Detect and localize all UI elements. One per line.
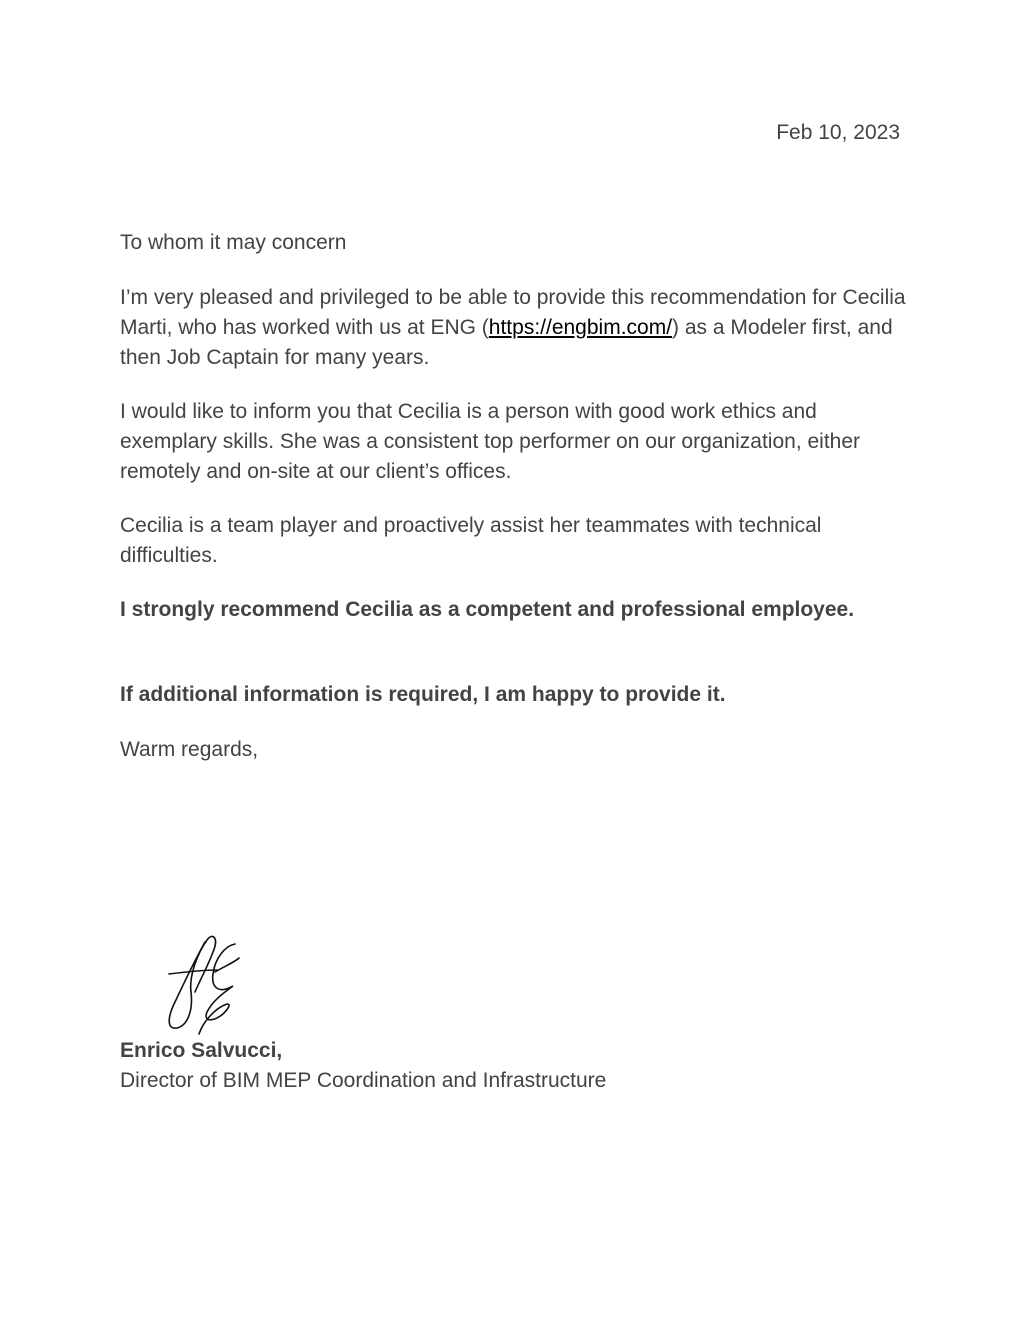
paragraph-intro-text-before: I’m very pleased and privileged to be able to provide this recommendation for Cecilia Marti, who has worked with us at ENG (: [120, 286, 906, 339]
handwritten-signature: [155, 930, 255, 1040]
closing: Warm regards,: [120, 738, 259, 761]
paragraph-intro: [120, 283, 910, 373]
paragraph-recommendation: I strongly recommend Cecilia as a competent and professional employee.: [120, 598, 855, 621]
paragraph-team-player: Cecilia is a team player and proactively assist her teammates with technical difficulties.: [120, 514, 822, 567]
paragraph-intro-text-after: ) as a Modeler first, and then Job Captain for many years.: [120, 316, 893, 369]
paragraph-additional-info: If additional information is required, I am happy to provide it.: [120, 683, 726, 706]
signer-name: Enrico Salvucci,: [120, 1039, 283, 1062]
salutation: To whom it may concern: [120, 231, 347, 254]
letter-date: Feb 10, 2023: [776, 121, 900, 144]
paragraph-work-ethics: I would like to inform you that Cecilia is a person with good work ethics and exemplary skills. She was a consistent top performer on our organization, either remotely and on-site at our client’s offices.: [120, 400, 861, 483]
company-website-link[interactable]: https://engbim.com/: [488, 316, 673, 339]
signer-title: Director of BIM MEP Coordination and Infrastructure: [120, 1069, 607, 1092]
